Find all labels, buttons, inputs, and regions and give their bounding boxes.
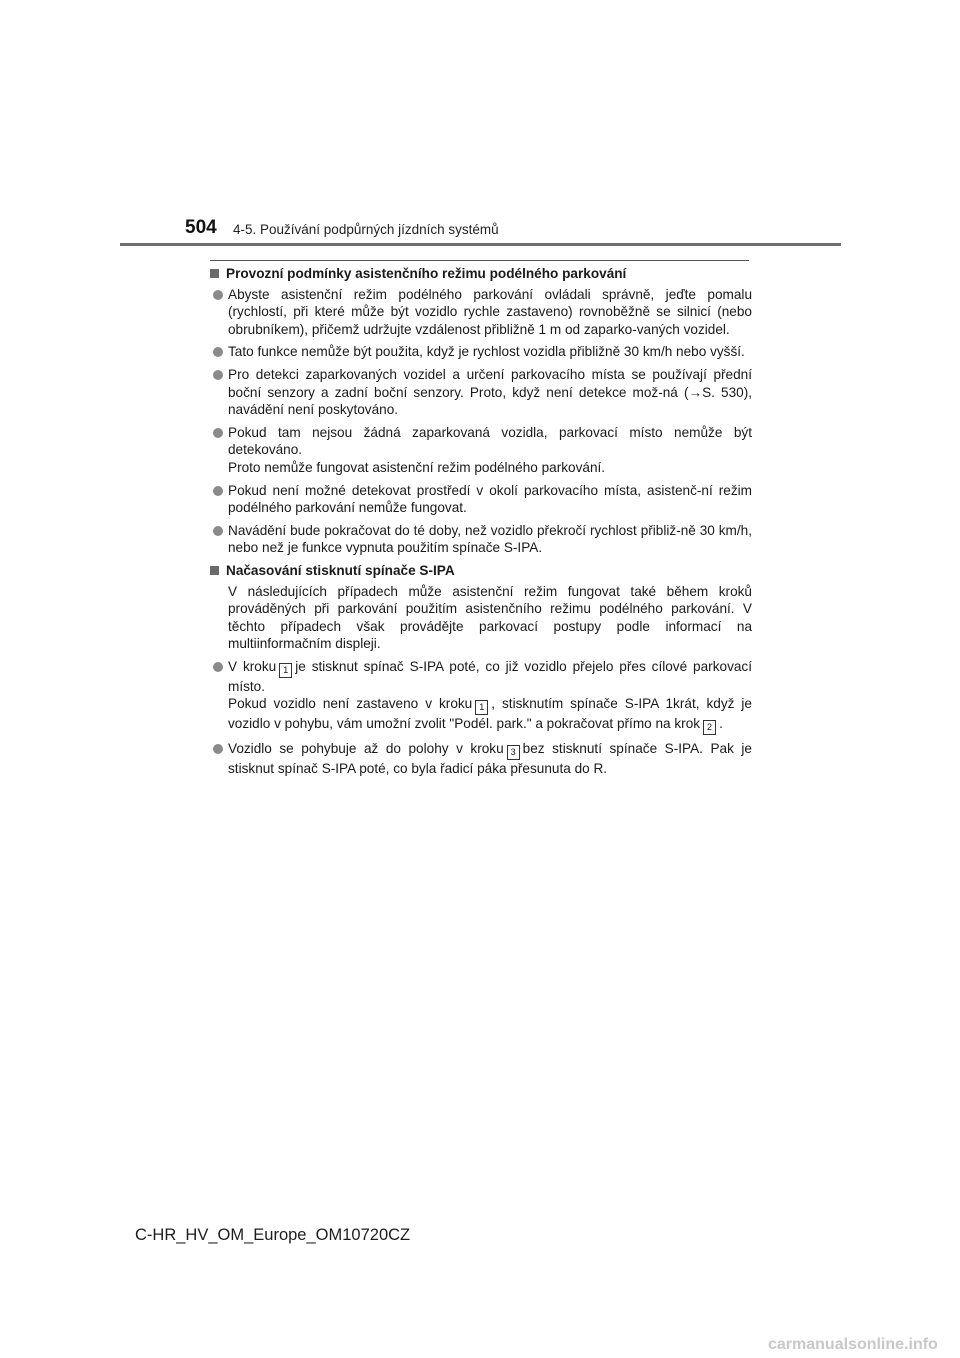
bullet-text: Abyste asistenční režim podélného parkování ovládali správně, jeďte pomalu (rychlostí, při které může být vozidlo rychle zastaveno) rovnoběžně se silnicí (nebo obrubníkem), přičemž udržujte vzdálenost přibližně 1 m od zaparko-vaných vozidel. bbox=[228, 286, 752, 337]
chapter-title: 4-5. Používání podpůrných jízdních systémů bbox=[233, 222, 499, 237]
text-run: , stisknutím spínače S-IPA 1krát, když je vozidlo v pohybu, vám umožní zvolit "Podél. park." a pokračovat přímo na krok bbox=[228, 696, 752, 732]
step-number-box: 1 bbox=[279, 663, 292, 678]
bullet-item bbox=[210, 482, 752, 517]
bullet-item bbox=[210, 343, 752, 361]
square-bullet-icon bbox=[210, 269, 219, 278]
section-heading bbox=[210, 265, 752, 283]
bullet-text: Pokud není možné detekovat prostředí v okolí parkovacího místa, asistenč-ní režim podélného parkování nemůže fungovat. bbox=[228, 482, 752, 516]
step-number-box: 3 bbox=[507, 745, 520, 760]
step-number-box: 1 bbox=[475, 700, 488, 715]
square-bullet-icon bbox=[210, 566, 219, 575]
section-divider bbox=[210, 260, 749, 261]
text-run: je stisknut spínač S-IPA poté, co již vozidlo přejelo přes cílové parkovací místo. bbox=[228, 658, 752, 694]
bullet-item bbox=[210, 658, 752, 736]
section-title: Načasování stisknutí spínače S-IPA bbox=[226, 562, 455, 578]
bullet-text: Pokud tam nejsou žádná zaparkovaná vozidla, parkovací místo nemůže být detekováno. bbox=[228, 424, 752, 458]
bullet-item bbox=[210, 522, 752, 557]
section-heading bbox=[210, 562, 752, 580]
circle-bullet-icon bbox=[213, 428, 223, 438]
bullet-text: Pro detekci zaparkovaných vozidel a určení parkovacího místa se používají přední boční senzory a zadní boční senzory. Proto, když není detekce mož-ná (→S. 530), navádění není poskytováno. bbox=[228, 366, 752, 418]
document-code: C-HR_HV_OM_Europe_OM10720CZ bbox=[135, 1226, 411, 1244]
circle-bullet-icon bbox=[213, 662, 223, 672]
text-run: Vozidlo se pohybuje až do polohy v kroku bbox=[228, 741, 504, 757]
section-title: Provozní podmínky asistenčního režimu podélného parkování bbox=[226, 266, 627, 281]
circle-bullet-icon bbox=[213, 347, 223, 357]
bullet-text bbox=[228, 658, 752, 696]
bullet-item bbox=[210, 424, 752, 477]
bullet-text bbox=[228, 695, 752, 735]
circle-bullet-icon bbox=[213, 526, 223, 536]
text-run: . bbox=[719, 716, 723, 732]
page-content bbox=[210, 265, 752, 783]
bullet-text: Navádění bude pokračovat do té doby, než vozidlo překročí rychlost přibliž-ně 30 km/h, nebo než je funkce vypnuta použitím spínače S-IPA. bbox=[228, 522, 752, 556]
text-run: Pokud vozidlo není zastaveno v kroku bbox=[228, 696, 473, 712]
text-run: bez stisknutí spínače S-IPA. Pak je stisknut spínač S-IPA poté, co byla řadicí páka přesunuta do R. bbox=[228, 741, 752, 777]
bullet-item bbox=[210, 740, 752, 778]
watermark: carmanualsonline.info bbox=[768, 1336, 938, 1353]
section-intro: V následujících případech může asistenční režim fungovat také během kroků prováděných při parkování použitím asistenčního režimu podélného parkování. V těchto případech však provádějte parkovací postupy podle informací na multiinformačním displeji. bbox=[228, 583, 752, 652]
bullet-text: Proto nemůže fungovat asistenční režim podélného parkování. bbox=[228, 459, 606, 475]
bullet-item bbox=[210, 286, 752, 339]
circle-bullet-icon bbox=[213, 744, 223, 754]
circle-bullet-icon bbox=[213, 370, 223, 380]
circle-bullet-icon bbox=[213, 486, 223, 496]
bullet-item bbox=[210, 366, 752, 419]
text-run: V kroku bbox=[228, 658, 277, 674]
step-number-box: 2 bbox=[703, 720, 716, 735]
page-number: 504 bbox=[185, 217, 217, 238]
circle-bullet-icon bbox=[213, 290, 223, 300]
bullet-text bbox=[228, 741, 752, 776]
bullet-text: Tato funkce nemůže být použita, když je rychlost vozidla přibližně 30 km/h nebo vyšší. bbox=[228, 344, 745, 360]
header-divider bbox=[120, 243, 841, 246]
